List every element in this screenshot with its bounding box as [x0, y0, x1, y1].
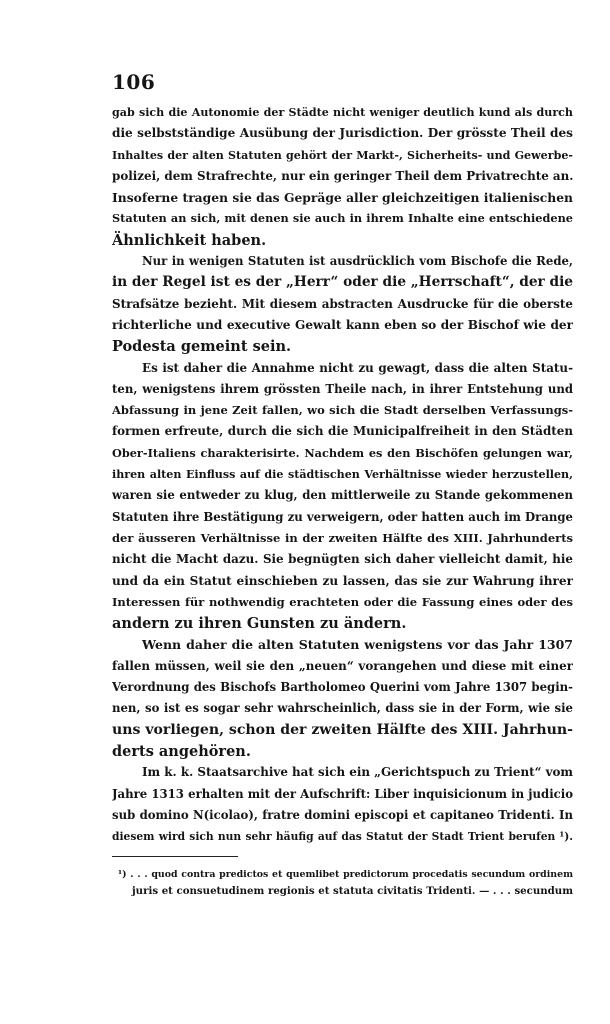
text-line: uns vorliegen, schon der zweiten Hälfte des XIII. Jahrhun-	[112, 721, 573, 738]
text-line: gab sich die Autonomie der Städte nicht weniger deutlich kund als durch	[112, 106, 573, 119]
text-line: andern zu ihren Gunsten zu ändern.	[112, 615, 407, 633]
footnote-divider	[112, 856, 238, 857]
text-line: in der Regel ist es der „Herr“ oder die „Herrschaft“, der die	[112, 274, 573, 291]
text-line: formen erfreute, durch die sich die Municipalfreiheit in den Städten	[112, 424, 573, 439]
text-line: sub domino N(icolao), fratre domini episcopi et capitaneo Tridenti. In	[112, 807, 573, 822]
footnote-line: ¹) . . . quod contra predictos et quemlibet predictorum procedatis secundum ordinem	[118, 869, 573, 880]
text-line: nen, so ist es sogar sehr wahrscheinlich, dass sie in der Form, wie sie	[112, 701, 573, 716]
page-number: 106	[112, 70, 156, 94]
text-line: nicht die Macht dazu. Sie begnügten sich daher vielleicht damit, hie	[112, 552, 573, 567]
text-line: Jahre 1313 erhalten mit der Aufschrift: Liber inquisicionum in judicio	[112, 786, 573, 801]
paragraph-start-line: Es ist daher die Annahme nicht zu gewagt, dass die alten Statu-	[142, 360, 573, 375]
paragraph-start-line: Wenn daher die alten Statuten wenigstens vor das Jahr 1307	[142, 637, 573, 653]
text-line: Inhaltes der alten Statuten gehört der Markt-, Sicherheits- und Gewerbe-	[112, 148, 573, 162]
text-line: und da ein Statut einschieben zu lassen, das sie zur Wahrung ihrer	[112, 573, 573, 588]
body-text	[112, 102, 573, 847]
text-line: Abfassung in jene Zeit fallen, wo sich die Stadt derselben Verfassungs-	[112, 403, 573, 418]
text-line: fallen müssen, weil sie den „neuen“ vorangehen und diese mit einer	[112, 658, 573, 673]
text-line: Verordnung des Bischofs Bartholomeo Querini vom Jahre 1307 begin-	[112, 680, 573, 695]
text-line: diesem wird sich nun sehr häufig auf das Statut der Stadt Trient berufen ¹).	[112, 830, 573, 844]
text-line: richterliche und executive Gewalt kann eben so der Bischof wie der	[112, 317, 573, 332]
footnotes	[118, 866, 573, 900]
text-line: Strafsätze bezieht. Mit diesem abstracten Ausdrucke für die oberste	[112, 296, 573, 311]
text-line: Ober-Italiens charakterisirte. Nachdem es den Bischöfen gelungen war,	[112, 445, 573, 460]
text-line: die selbstständige Ausübung der Jurisdiction. Der grösste Theil des	[112, 126, 573, 141]
text-line: ten, wenigstens ihrem grössten Theile nach, in ihrer Entstehung und	[112, 381, 573, 396]
footnote-line: juris et consuetudinem regionis et statuta civitatis Tridenti. — . . . secundum	[132, 885, 573, 897]
text-line: Statuten an sich, mit denen sie auch in ihrem Inhalte eine entschiedene	[112, 211, 573, 226]
text-line: Interessen für nothwendig erachteten oder die Fassung eines oder des	[112, 594, 573, 609]
text-line: der äusseren Verhältnisse in der zweiten Hälfte des XIII. Jahrhunderts	[112, 530, 573, 545]
text-line: polizei, dem Strafrechte, nur ein geringer Theil dem Privatrechte an.	[112, 168, 573, 183]
text-line: waren sie entweder zu klug, den mittlerweile zu Stande gekommenen	[112, 488, 573, 503]
text-line: ihren alten Einfluss auf die städtischen Verhältnisse wieder herzustellen,	[112, 468, 573, 482]
paragraph-start-line: Nur in wenigen Statuten ist ausdrücklich vom Bischofe die Rede,	[142, 254, 573, 269]
text-line: Statuten ihre Bestätigung zu verweigern, oder hatten auch im Drange	[112, 509, 573, 524]
text-line: Insoferne tragen sie das Gepräge aller gleichzeitigen italienischen	[112, 190, 573, 206]
paragraph-start-line: Im k. k. Staatsarchive hat sich ein „Gerichtspuch zu Trient“ vom	[142, 765, 573, 780]
text-line: Ähnlichkeit haben.	[112, 231, 267, 249]
text-line: derts angehören.	[112, 742, 251, 760]
text-line: Podesta gemeint sein.	[112, 338, 292, 356]
